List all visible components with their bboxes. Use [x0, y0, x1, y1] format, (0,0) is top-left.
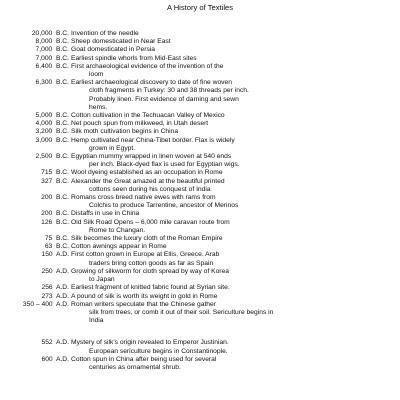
- entry-description: [71, 112, 400, 120]
- entry-date: 63 B.C.: [44, 243, 69, 251]
- timeline-list: [0, 30, 400, 372]
- entry-description-line: Mystery of silk's origin revealed to Emperor Justinian.: [71, 339, 229, 347]
- entry-description-line: centuries as ornamental shrub.: [89, 363, 181, 371]
- entry-description-line: hems.: [89, 103, 108, 111]
- entry-description-line: Net pouch spun from milkweed, in Utah desert: [71, 120, 209, 128]
- entry-description: [71, 63, 400, 79]
- entry-description-line: Hemp cultivated near China-Tibet border. Flax is widely: [71, 136, 235, 144]
- entry-description-line: Romans cross breed native ewes with rams from: [71, 194, 216, 202]
- entry-date: 256 A.D.: [41, 284, 69, 292]
- entry-description: [71, 194, 400, 210]
- timeline-entry: [0, 169, 400, 177]
- entry-date: 3,000 B.C.: [35, 136, 69, 144]
- timeline-entry: [0, 339, 400, 355]
- timeline-entry: [0, 128, 400, 136]
- entry-description: [71, 210, 400, 218]
- entry-description: [71, 301, 400, 326]
- timeline-entry: [0, 137, 400, 153]
- entry-description: [71, 137, 400, 153]
- entry-description-line: Old Silk Road Opens – 6,000 mile caravan route from: [71, 218, 230, 226]
- entry-description-line: First archaeological evidence of the invention of the: [71, 62, 224, 70]
- timeline-entry: [0, 251, 400, 267]
- entry-description-line: cloth fragments in Turkey: 30 and 38 threads per inch.: [89, 87, 249, 95]
- entry-description: [71, 356, 400, 372]
- entry-date: 250 A.D.: [41, 267, 69, 275]
- timeline-entry: [0, 194, 400, 210]
- entry-description-line: Egyptian mummy wrapped in linen woven at 540 ends: [71, 153, 232, 161]
- entry-description-line: Cotton awnings appear in Rome: [71, 243, 167, 251]
- entry-date: 2,500 B.C.: [35, 153, 69, 161]
- entry-description: [71, 284, 400, 292]
- entry-description: [71, 55, 400, 63]
- entry-description-line: Wool dyeing established as an occupation in Rome: [71, 169, 223, 177]
- entry-description: [71, 251, 400, 267]
- entry-description-line: Silk becomes the luxury cloth of the Roman Empire: [71, 235, 223, 243]
- timeline-entry: [0, 55, 400, 63]
- timeline-entry: [0, 46, 400, 54]
- entry-date: 4,000 B.C.: [35, 120, 69, 128]
- timeline-entry: [0, 301, 400, 326]
- entry-description-line: loom: [89, 71, 104, 79]
- entry-description-line: First cotton grown in Europe at Ellis, Greece. Arab: [71, 251, 220, 259]
- entry-description-line: cottons seen during his conquest of India: [89, 185, 211, 193]
- entry-date: 6,300 B.C.: [35, 79, 69, 87]
- entry-description-line: Rome to Changan.: [89, 226, 146, 234]
- entry-date: 20,000 B.C.: [31, 30, 69, 37]
- entry-date: 126 B.C.: [41, 218, 69, 226]
- entry-description: [71, 243, 400, 251]
- timeline-entry: [0, 284, 400, 292]
- entry-description: [71, 178, 400, 194]
- section-gap: [0, 325, 400, 339]
- entry-date: 8,000 B.C.: [35, 38, 69, 46]
- entry-description-line: Goat domesticated in Persia: [71, 46, 156, 54]
- entry-description: [71, 235, 400, 243]
- timeline-entry: [0, 268, 400, 284]
- entry-description-line: Cotton cultivation in the Techuacan Valley of Mexico: [71, 112, 225, 120]
- entry-description: [71, 30, 400, 38]
- entry-description-line: silk from trees, or comb it out of their soil. Sericulture begins in: [89, 308, 274, 316]
- timeline-entry: [0, 356, 400, 372]
- entry-description: [71, 339, 400, 355]
- timeline-entry: [0, 235, 400, 243]
- timeline-entry: [0, 30, 400, 38]
- entry-description-line: Invention of the needle: [71, 30, 139, 37]
- document-title: A History of Textiles: [166, 3, 234, 12]
- timeline-entry: [0, 219, 400, 235]
- entry-date: 715 B.C.: [41, 169, 69, 177]
- timeline-entry: [0, 293, 400, 301]
- entry-date: 75 B.C.: [44, 235, 69, 243]
- entry-description-line: Silk moth cultivation begins in China: [71, 128, 179, 136]
- entry-description-line: A pound of silk is worth its weight in gold in Rome: [71, 292, 218, 300]
- timeline-entry: [0, 79, 400, 112]
- entry-date: 552 A.D.: [41, 339, 69, 347]
- entry-description-line: India: [89, 317, 104, 325]
- entry-date: 350 – 400 A.D.: [22, 300, 69, 308]
- entry-description: [71, 293, 400, 301]
- entry-description-line: to Japan: [89, 276, 115, 284]
- entry-date: 200 B.C.: [41, 210, 69, 218]
- timeline-entry: [0, 210, 400, 218]
- entry-description: [71, 128, 400, 136]
- entry-description-line: Growing of silkworm for cloth spread by way of Korea: [71, 267, 229, 275]
- entry-description-line: Probably linen. First evidence of darning and sewn: [89, 95, 239, 103]
- entry-date: 7,000 B.C.: [35, 46, 69, 54]
- entry-date: 150 A.D.: [41, 251, 69, 259]
- entry-description-line: per inch. Black-dyed flax is used for Egyptian wigs.: [89, 161, 240, 169]
- entry-description-line: Earliest archaeological discovery to date of fine woven: [71, 79, 232, 87]
- entry-description-line: Colchis to produce Tarrentine, ancestor of Merinos: [89, 202, 239, 210]
- entry-description-line: grown in Egypt.: [89, 144, 136, 152]
- timeline-entry: [0, 243, 400, 251]
- entry-date: 5,000 B.C.: [35, 112, 69, 120]
- entry-description: [71, 268, 400, 284]
- entry-description: [71, 79, 400, 112]
- entry-date: 200 B.C.: [41, 194, 69, 202]
- entry-description: [71, 169, 400, 177]
- timeline-entry: [0, 153, 400, 169]
- timeline-entry: [0, 38, 400, 46]
- entry-description-line: Alexander the Great amazed at the beautiful printed: [71, 177, 225, 185]
- entry-date: 6,400 B.C.: [35, 62, 69, 70]
- entry-description: [71, 120, 400, 128]
- timeline-entry: [0, 112, 400, 120]
- entry-date: 3,200 B.C.: [35, 128, 69, 136]
- entry-description-line: European sericulture begins in Constantinople.: [89, 347, 228, 355]
- entry-description-line: Cotton spun in China after being used for several: [71, 355, 217, 363]
- entry-description-line: Distaffs in use in China: [71, 210, 140, 218]
- entry-description: [71, 38, 400, 46]
- entry-date: 7,000 B.C.: [35, 54, 69, 62]
- entry-description-line: Roman writers speculate that the Chinese gather: [71, 300, 216, 308]
- entry-date: 327 B.C.: [41, 177, 69, 185]
- timeline-entry: [0, 120, 400, 128]
- entry-description: [71, 219, 400, 235]
- entry-description-line: traders bring cotton goods as far as Spain: [89, 259, 214, 267]
- entry-description-line: Earliest fragment of knitted fabric found at Syrian site.: [71, 284, 230, 292]
- timeline-entry: [0, 63, 400, 79]
- entry-description-line: Sheep domesticated in Near East: [71, 38, 171, 46]
- entry-date: 600 A.D.: [41, 355, 69, 363]
- timeline-entry: [0, 178, 400, 194]
- entry-date: 273 A.D.: [41, 292, 69, 300]
- entry-description: [71, 46, 400, 54]
- entry-description: [71, 153, 400, 169]
- entry-description-line: Earliest spindle whorls from Mid-East sites: [71, 54, 197, 62]
